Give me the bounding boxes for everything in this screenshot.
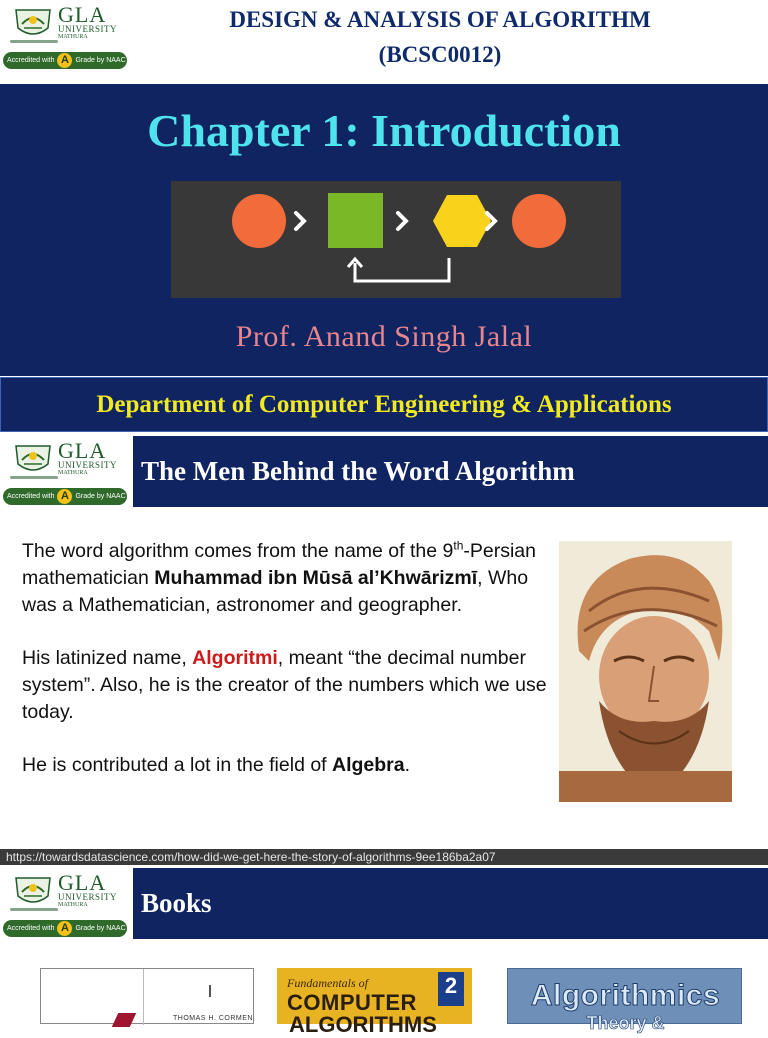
al-khwarizmi-portrait: [559, 541, 732, 802]
chapter-title: Chapter 1: Introduction: [147, 105, 621, 156]
paragraph-latinized: His latinized name, Algoritmi, meant “the decimal number system”. Also, he is the creator of the numbers which we use today.: [22, 647, 547, 723]
accreditation-badge: [3, 52, 127, 69]
gla-logo: [0, 868, 130, 940]
orange-circle-icon: [512, 194, 566, 248]
accredited-prefix: Accredited with: [7, 925, 55, 932]
university-crest-icon: [12, 874, 54, 908]
logo-subtitle: UNIVERSITY: [58, 460, 117, 470]
university-crest-icon: [12, 442, 54, 476]
slide3-heading: Books: [141, 888, 212, 918]
green-square-icon: [328, 193, 383, 248]
logo-subtitle: UNIVERSITY: [58, 892, 117, 902]
grade-badge: A: [57, 53, 72, 68]
slide2-heading: The Men Behind the Word Algorithm: [141, 456, 575, 486]
yellow-hexagon-icon: [433, 195, 491, 247]
accredited-suffix: Grade by NAAC: [75, 57, 126, 64]
slide2-body-text: [22, 538, 557, 805]
logo-subtitle: UNIVERSITY: [58, 24, 117, 34]
book1-author: THOMAS H. CORMEN: [173, 1015, 253, 1022]
accredited-suffix: Grade by NAAC: [75, 925, 126, 932]
paragraph-algebra: He is contributed a lot in the field of Algebra.: [22, 754, 411, 776]
book-cover-algorithmics: [507, 968, 742, 1033]
course-title: DESIGN & ANALYSIS OF ALGORITHM: [229, 7, 651, 32]
logo-name: GLA: [58, 438, 107, 463]
logo-name: GLA: [58, 870, 107, 895]
department-name: Department of Computer Engineering & Applications: [96, 390, 672, 418]
slide2-title-bar: [133, 436, 768, 507]
book2-line3: ALGORITHMS: [289, 1012, 437, 1037]
orange-circle-icon: [232, 194, 286, 248]
book2-line1: Fundamentals of: [287, 976, 368, 990]
accredited-suffix: Grade by NAAC: [75, 493, 126, 500]
loop-arrow-icon: [355, 258, 449, 281]
chevron-right-icon: [398, 213, 406, 229]
logo-city: MATHURA: [58, 470, 88, 476]
algorithm-flow-diagram: [171, 181, 621, 298]
publisher-mark-icon: [112, 1013, 137, 1027]
book3-line1: Algorithmics: [530, 979, 721, 1012]
accreditation-badge: [3, 488, 127, 505]
gla-logo: [0, 436, 130, 508]
book2-line2: COMPUTER: [287, 990, 417, 1015]
logo-city: MATHURA: [58, 34, 88, 40]
accredited-prefix: Accredited with: [7, 493, 55, 500]
publisher-logo-icon: [209, 985, 231, 997]
edition-badge: 2: [438, 972, 464, 1006]
chevron-right-icon: [296, 213, 304, 229]
book-cover-cormen: [40, 968, 254, 1024]
logo-motto: [10, 476, 58, 479]
slide1-header: [0, 0, 768, 84]
slide1-body: [0, 84, 768, 376]
accreditation-badge: [3, 920, 127, 937]
slide3-title-bar: [133, 868, 768, 939]
university-crest-icon: [12, 6, 54, 40]
logo-city: MATHURA: [58, 902, 88, 908]
logo-motto: [10, 40, 58, 43]
logo-name: GLA: [58, 2, 107, 27]
book3-line2: Theory &: [586, 1013, 665, 1033]
grade-badge: A: [57, 921, 72, 936]
course-code: (BCSC0012): [378, 42, 502, 67]
book-cover-fundamentals: [277, 968, 472, 1037]
department-banner: [0, 377, 768, 432]
paragraph-origin: The word algorithm comes from the name of the 9th-Persian mathematician Muhammad ibn Mūsā al’Khwārizmī, Who was a Mathematician, astronomer and geographer.: [22, 538, 537, 616]
logo-motto: [10, 908, 58, 911]
professor-name: Prof. Anand Singh Jalal: [235, 320, 533, 353]
accredited-prefix: Accredited with: [7, 57, 55, 64]
grade-badge: A: [57, 489, 72, 504]
source-url-link[interactable]: https://towardsdatascience.com/how-did-we-get-here-the-story-of-algorithms-9ee186ba2a07: [0, 849, 768, 865]
gla-logo: [0, 0, 130, 72]
